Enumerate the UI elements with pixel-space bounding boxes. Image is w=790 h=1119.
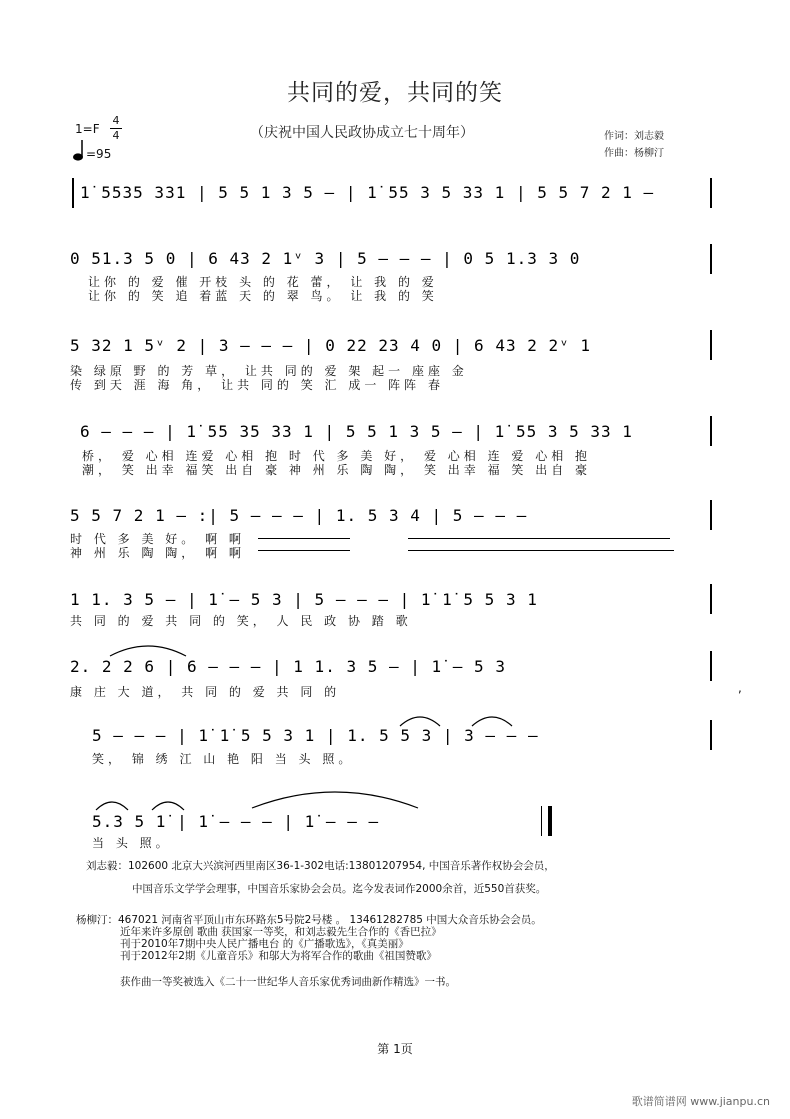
lyricist-credit: 作词：刘志毅 — [604, 131, 664, 142]
extension-line — [408, 538, 670, 539]
lyric-row-2-verse-2: 让你 的 笑 追 着蓝 天 的 翠 鸟。 让 我 的 笑 — [88, 289, 438, 303]
lyric-row-7: 康 庄 大 道， 共 同 的 爱 共 同 的 — [70, 685, 341, 699]
slur-curve — [108, 642, 188, 658]
lyric-row-5-verse-2: 神 州 乐 陶 陶， 啊 啊 — [70, 546, 245, 560]
composer-info-line-2: 近年来许多原创 歌曲 获国家一等奖，和刘志毅先生合作的《香巴拉》 — [120, 926, 442, 938]
lyric-row-5-verse-1: 时 代 多 美 好。 啊 啊 — [70, 532, 245, 546]
composer-info-line-4: 刊于2012年2期《儿童音乐》和邬大为将军合作的歌曲《祖国赞歌》 — [120, 950, 437, 962]
extension-line — [258, 550, 350, 551]
watermark: 歌谱简谱网 www.jianpu.cn — [631, 1095, 770, 1108]
notation-row-6: 1 1. 3 5 – | 1̇ – 5 3 | 5 – – – | 1̇ 1̇ 5 5 3 1 — [70, 590, 538, 609]
barline — [710, 178, 712, 208]
notation-row-2: 0 51.3 5 0 | 6 43 2 1ᵛ 3 | 5 – – – | 0 5 1.3 3 0 — [70, 249, 581, 268]
lyric-row-4-verse-2: 潮， 笑 出幸 福笑 出自 豪 神 州 乐 陶 陶， 笑 出幸 福 笑 出自 豪 — [82, 463, 592, 477]
notation-row-4: 6 – – – | 1̇ 55 35 33 1 | 5 5 1 3 5 – | 1̇ 55 3 5 33 1 — [80, 422, 633, 441]
slur-curve — [398, 712, 442, 728]
notation-row-8: 5 – – – | 1̇ 1̇ 5 5 3 1 | 1. 5 5 3 | 3 – – – — [92, 726, 539, 745]
lyric-row-8: 笑， 锦 绣 江 山 艳 阳 当 头 照。 — [92, 752, 355, 766]
lyric-row-3-verse-2: 传 到天 涯 海 角， 让共 同的 笑 汇 成一 阵阵 春 — [70, 378, 444, 392]
slur-curve — [150, 798, 186, 812]
composer-credit: 作曲：杨柳汀 — [604, 148, 664, 159]
notation-row-5: 5 5 7 2 1 – :| 5 – – – | 1. 5 3 4 | 5 – – – — [70, 506, 528, 525]
barline — [710, 416, 712, 446]
notation-row-7: 2. 2 2 6 | 6 – – – | 1 1. 3 5 – | 1̇ – 5 3 — [70, 657, 506, 676]
lyric-row-4-verse-1: 桥， 爱 心相 连爱 心相 抱 时 代 多 美 好， 爱 心相 连 爱 心相 抱 — [82, 449, 592, 463]
lyric-row-3-verse-1: 染 绿原 野 的 芳 草， 让共 同的 爱 架 起一 座座 金 — [70, 364, 468, 378]
notation-row-1: 1̇ 5535 331 | 5 5 1 3 5 – | 1̇ 55 3 5 33 1 | 5 5 7 2 1 – — [80, 183, 655, 202]
tempo-marking: =95 — [86, 147, 112, 161]
composer-info-line-1: 杨柳汀：467021 河南省平顶山市东环路东5号院2号楼 。 13461282785 中国大众音乐协会会员。 — [76, 914, 542, 926]
song-subtitle: （庆祝中国人民政协成立七十周年） — [250, 125, 474, 141]
lyric-row-9: 当 头 照。 — [92, 836, 172, 850]
lyricist-info-line-1: 刘志毅：102600 北京大兴滨河西里南区36-1-302电话:13801207954, 中国音乐著作权协会会员， — [86, 860, 555, 872]
barline — [710, 500, 712, 530]
barline — [72, 178, 74, 208]
lyricist-info-line-2: 中国音乐文学学会理事，中国音乐家协会会员。迄今发表词作2000余首，近550首获奖。 — [132, 883, 547, 895]
page-number: 第 1页 — [377, 1042, 413, 1056]
barline — [710, 244, 712, 274]
final-barline — [541, 806, 552, 836]
slur-curve — [470, 712, 514, 728]
composer-info-line-5: 获作曲一等奖被选入《二十一世纪华人音乐家优秀词曲新作精选》一书。 — [120, 976, 456, 988]
notation-row-3: 5 32 1 5ᵛ 2 | 3 – – – | 0 22 23 4 0 | 6 43 2 2ᵛ 1 — [70, 336, 592, 355]
barline — [710, 330, 712, 360]
lyric-row-2-verse-1: 让你 的 爱 催 开枝 头 的 花 蕾， 让 我 的 爱 — [88, 275, 438, 289]
composer-info-line-3: 刊于2010年7期中央人民广播电台 的《广播歌选》，《真美丽》 — [120, 938, 409, 950]
comma-mark: , — [738, 681, 742, 695]
key-signature: 1=F — [75, 122, 100, 136]
extension-line — [258, 538, 350, 539]
lyric-row-6: 共 同 的 爱 共 同 的 笑， 人 民 政 协 踏 歌 — [70, 614, 412, 628]
barline — [710, 720, 712, 750]
extension-line — [408, 550, 674, 551]
barline — [710, 651, 712, 681]
notation-row-9: 5.3 5 1̇ | 1̇ – – – | 1̇ – – – — [92, 812, 380, 831]
tie-curve — [250, 786, 420, 810]
barline — [710, 584, 712, 614]
quarter-note-icon — [72, 138, 86, 162]
song-title: 共同的爱，共同的笑 — [287, 80, 503, 106]
time-signature-top: 4 — [112, 114, 120, 127]
time-signature-bottom: 4 — [112, 129, 120, 142]
slur-curve — [94, 798, 130, 812]
